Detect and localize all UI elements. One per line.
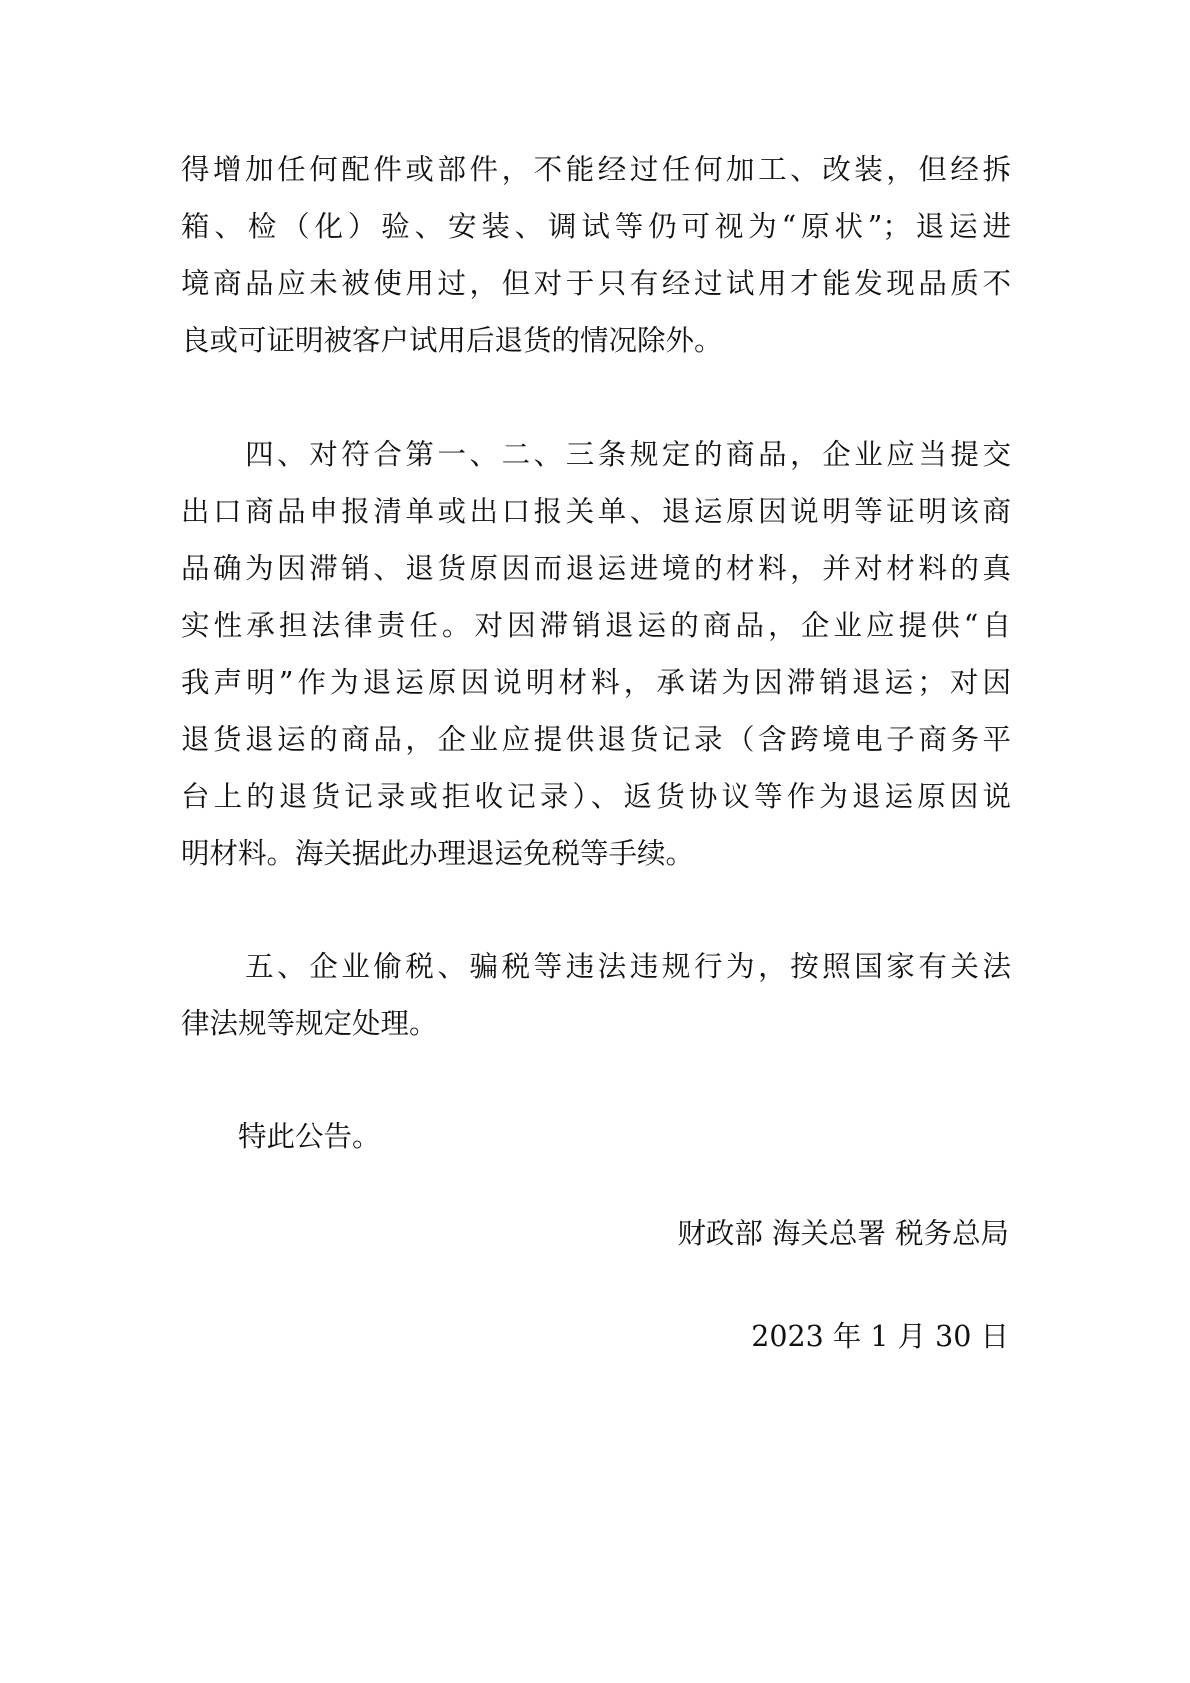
article-5-line: 律法规等规定处理。: [181, 1007, 438, 1040]
article-4-line: 退货退运的商品，企业应提供退货记录（含跨境电子商务平: [181, 723, 1011, 756]
article-4-line: 台上的退货记录或拒收记录）、返货协议等作为退运原因说: [181, 780, 1011, 813]
signatories: 财政部 海关总署 税务总局: [677, 1217, 1009, 1250]
paragraph-line: 得增加任何配件或部件，不能经过任何加工、改装，但经拆: [181, 153, 1011, 186]
article-5-line: 五、企业偷税、骗税等违法违规行为，按照国家有关法: [181, 950, 1011, 983]
paragraph-line: 境商品应未被使用过，但对于只有经过试用才能发现品质不: [181, 267, 1011, 300]
article-4-line: 品确为因滞销、退货原因而退运进境的材料，并对材料的真: [181, 552, 1011, 585]
paragraph-line: 箱、检（化）验、安装、调试等仍可视为“原状”；退运进: [181, 210, 1011, 243]
article-4-line: 出口商品申报清单或出口报关单、退运原因说明等证明该商: [181, 495, 1011, 528]
article-4-line: 四、对符合第一、二、三条规定的商品，企业应当提交: [181, 438, 1011, 471]
article-4-line: 我声明”作为退运原因说明材料，承诺为因滞销退运；对因: [181, 666, 1011, 699]
article-4-line: 实性承担法律责任。对因滞销退运的商品，企业应提供“自: [181, 609, 1011, 642]
paragraph-line: 良或可证明被客户试用后退货的情况除外。: [181, 324, 723, 357]
article-4-line: 明材料。海关据此办理退运免税等手续。: [181, 837, 695, 870]
closing-statement: 特此公告。: [181, 1120, 381, 1153]
issue-date: 2023 年 1 月 30 日: [751, 1320, 1009, 1353]
